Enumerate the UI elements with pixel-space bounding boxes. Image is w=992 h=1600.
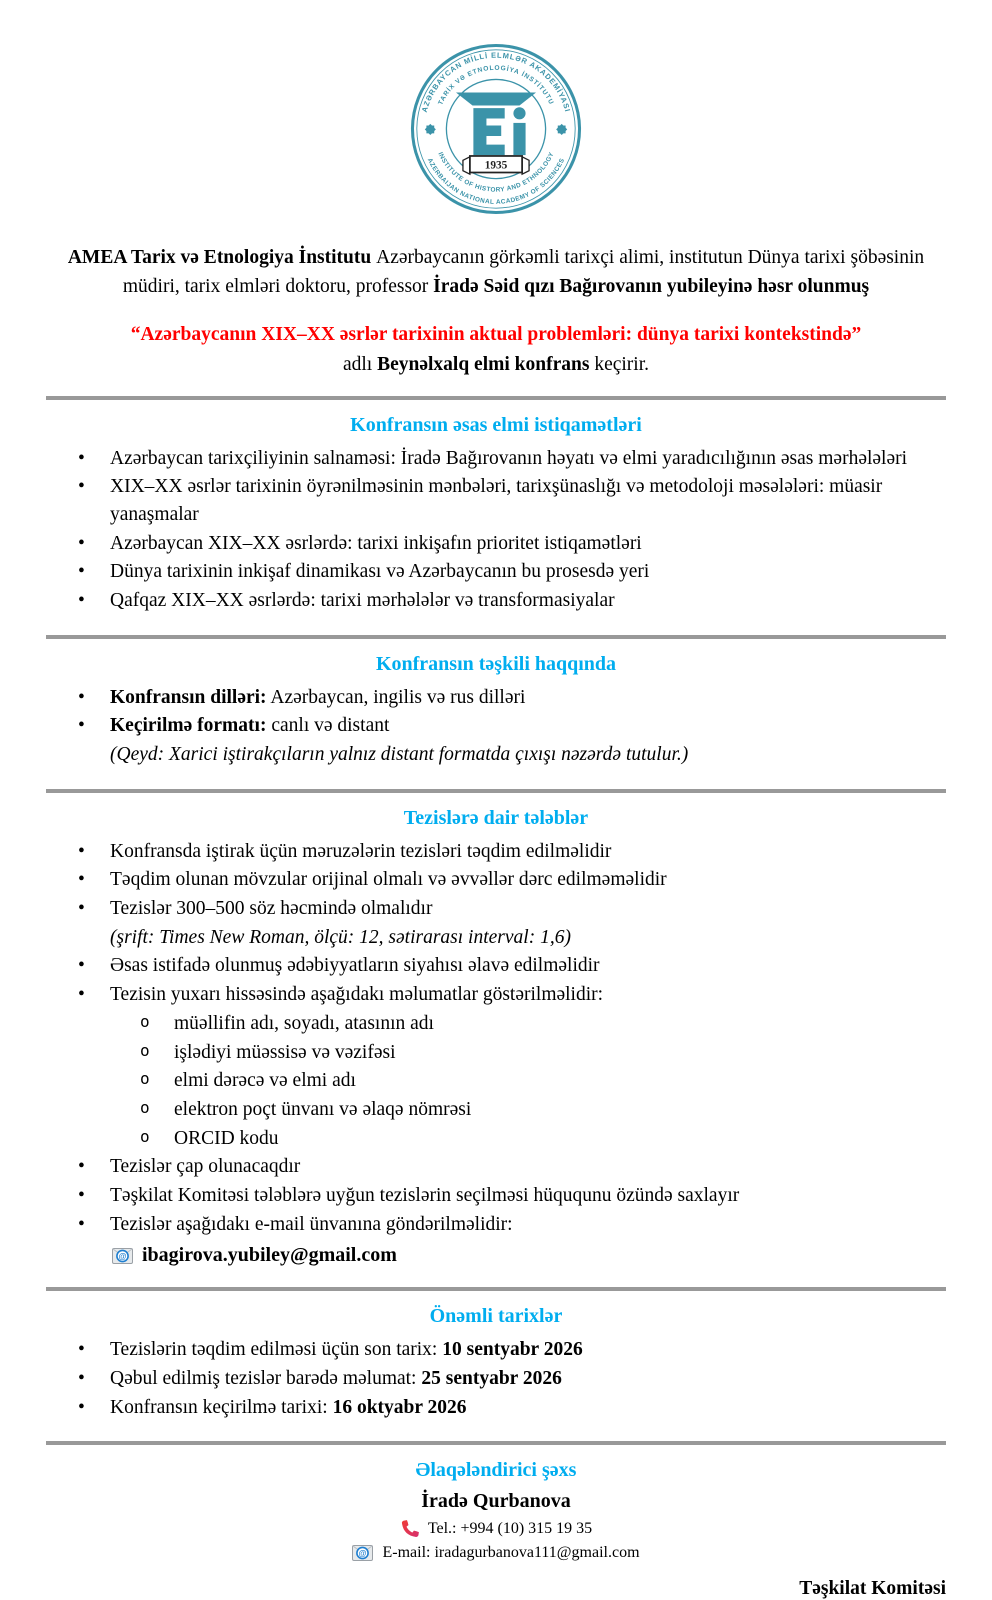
subtitle-segment: keçirir. bbox=[589, 353, 650, 375]
email-icon bbox=[112, 1248, 133, 1264]
sub-list-item: o müəllifin adı, soyadı, atasının adı bbox=[46, 1010, 946, 1038]
date-value: 16 oktyabr 2026 bbox=[332, 1396, 467, 1418]
section-separator bbox=[46, 789, 946, 793]
section-directions-title: Konfransın əsas elmi istiqamətləri bbox=[350, 413, 642, 436]
section-theses bbox=[46, 807, 946, 1268]
email-icon bbox=[352, 1545, 373, 1561]
subtitle-segment: Beynəlxalq elmi konfrans bbox=[377, 353, 590, 375]
list-item bbox=[46, 712, 946, 740]
date-value: 10 sentyabr 2026 bbox=[442, 1339, 583, 1361]
seal-arc-top-inner: TARİX VƏ ETNOLOGİYA İNSTİTUTU bbox=[437, 64, 555, 107]
list-item: • Əsas istifadə olunmuş ədəbiyyatların siyahısı əlavə edilməlidir bbox=[46, 952, 946, 980]
phone-icon bbox=[400, 1519, 419, 1538]
submission-email-line bbox=[46, 1244, 946, 1267]
contact-phone: Tel.: +994 (10) 315 19 35 bbox=[427, 1519, 593, 1537]
subtitle-segment: adlı bbox=[342, 353, 378, 375]
list-item: • Azərbaycan tarixçiliyinin salnaməsi: İradə Bağırovanın həyatı və elmi yaradıcılığının əsas mərhələləri bbox=[46, 445, 946, 473]
seal-year-banner bbox=[463, 156, 529, 174]
conference-title: “Azərbaycanın XIX–XX əsrlər tarixinin aktual problemləri: dünya tarixi kontekstində” bbox=[130, 323, 862, 345]
format-note: (şrift: Times New Roman, ölçü: 12, sətirarası interval: 1,6) bbox=[110, 926, 571, 948]
section-contact bbox=[46, 1459, 946, 1600]
section-organisation-title: Konfransın təşkili haqqında bbox=[375, 652, 617, 675]
list-item: • Tezislər 300–500 söz həcmində olmalıdır bbox=[46, 895, 946, 923]
section-theses-title: Tezislərə dair tələblər bbox=[403, 806, 589, 829]
seal-rosette-left-icon bbox=[425, 124, 436, 135]
section-separator bbox=[46, 1441, 946, 1445]
submission-email: ibagirova.yubiley@gmail.com bbox=[142, 1244, 397, 1267]
seal-arc-bottom-outer: AZERBAIJAN NATIONAL ACADEMY OF SCIENCES bbox=[425, 157, 567, 206]
item-value: canlı və distant bbox=[266, 715, 390, 737]
sub-list-item: o işlədiyi müəssisə və vəzifəsi bbox=[46, 1039, 946, 1067]
conference-subtitle bbox=[46, 354, 946, 376]
seal-rosette-right-icon bbox=[556, 124, 567, 135]
organisation-note: (Qeyd: Xarici iştirakçıların yalnız distant formatda çıxışı nəzərdə tutulur.) bbox=[110, 744, 689, 765]
sub-list-item: o elektron poçt ünvanı və əlaqə nömrəsi bbox=[46, 1096, 946, 1124]
list-item: • Konfransda iştirak üçün məruzələrin tezisləri təqdim edilməlidir bbox=[46, 838, 946, 866]
institute-seal-icon bbox=[409, 42, 583, 216]
svg-text:@: @ bbox=[359, 1549, 367, 1559]
list-item bbox=[46, 1336, 946, 1364]
seal-arc-bottom-inner: INSTITUTE OF HISTORY AND ETHNOLOGY bbox=[436, 151, 556, 194]
section-organisation bbox=[46, 653, 946, 769]
item-value: Azərbaycan, ingilis və rus dilləri bbox=[266, 686, 526, 708]
sub-list-item: o ORCID kodu bbox=[46, 1125, 946, 1153]
section-dates-title: Önəmli tarixlər bbox=[429, 1305, 563, 1328]
section-contact-title: Əlaqələndirici şəxs bbox=[415, 1459, 577, 1482]
section-separator bbox=[46, 1287, 946, 1291]
list-item: • Tezislər aşağıdakı e-mail ünvanına göndərilməlidir: bbox=[46, 1211, 946, 1239]
intro-segment: İradə Səid qızı Bağırovanın yubileyinə həsr olunmuş bbox=[433, 276, 870, 298]
sub-list-item: o elmi dərəcə və elmi adı bbox=[46, 1067, 946, 1095]
contact-name: İradə Qurbanova bbox=[421, 1490, 571, 1513]
list-item: • Dünya tarixinin inkişaf dinamikası və Azərbaycanın bu prosesdə yeri bbox=[46, 558, 946, 586]
section-separator bbox=[46, 396, 946, 400]
list-item: • Tezisin yuxarı hissəsində aşağıdakı məlumatlar göstərilməlidir: bbox=[46, 981, 946, 1009]
contact-email-line bbox=[46, 1544, 946, 1562]
section-directions bbox=[46, 414, 946, 615]
svg-text:@: @ bbox=[118, 1251, 127, 1261]
list-item: • Qafqaz XIX–XX əsrlərdə: tarixi mərhələlər və transformasiyalar bbox=[46, 587, 946, 615]
list-item bbox=[46, 684, 946, 712]
section-dates bbox=[46, 1305, 946, 1421]
date-value: 25 sentyabr 2026 bbox=[421, 1368, 562, 1389]
contact-phone-line bbox=[46, 1519, 946, 1538]
seal-arc-top-outer: AZƏRBAYCAN MİLLİ ELMLƏR AKADEMİYASI bbox=[419, 50, 573, 114]
intro-segment: Azərbaycanın görkəmli tarixçi alimi, institutun Dünya tarixi şöbəsinin müdiri, tarix elmləri doktoru, professor bbox=[122, 247, 925, 298]
item-label: Konfransın dilləri: bbox=[110, 686, 267, 708]
list-item: • Azərbaycan XIX–XX əsrlərdə: tarixi inkişafın prioritet istiqamətləri bbox=[46, 530, 946, 558]
list-item: • Təqdim olunan mövzular orijinal olmalı və əvvəllər dərc edilməməlidir bbox=[46, 866, 946, 894]
intro-segment: AMEA Tarix və Etnologiya İnstitutu bbox=[67, 247, 377, 268]
list-item bbox=[46, 1365, 946, 1393]
list-item: • Tezislər çap olunacaqdır bbox=[46, 1153, 946, 1181]
list-item: • XIX–XX əsrlər tarixinin öyrənilməsinin mənbələri, tarixşünaslığı və metodoloji məsələləri: müasir yanaşmalar bbox=[46, 473, 946, 528]
intro-paragraph bbox=[60, 243, 932, 302]
list-item: • Təşkilat Komitəsi tələblərə uyğun tezislərin seçilməsi hüququnu özündə saxlayır bbox=[46, 1182, 946, 1210]
list-item bbox=[46, 1394, 946, 1422]
section-separator bbox=[46, 635, 946, 639]
contact-email: E-mail: iradagurbanova111@gmail.com bbox=[382, 1544, 640, 1562]
institute-logo bbox=[46, 42, 946, 221]
item-label: Keçirilmə formatı: bbox=[110, 715, 267, 737]
seal-monogram-icon bbox=[456, 92, 536, 155]
date-label: Qəbul edilmiş tezislər barədə məlumat: bbox=[110, 1368, 422, 1389]
date-label: Tezislərin təqdim edilməsi üçün son tarix: bbox=[110, 1339, 443, 1361]
seal-year-text: 1935 bbox=[484, 159, 508, 172]
organizing-committee-signoff: Təşkilat Komitəsi bbox=[799, 1578, 946, 1600]
date-label: Konfransın keçirilmə tarixi: bbox=[110, 1396, 333, 1418]
